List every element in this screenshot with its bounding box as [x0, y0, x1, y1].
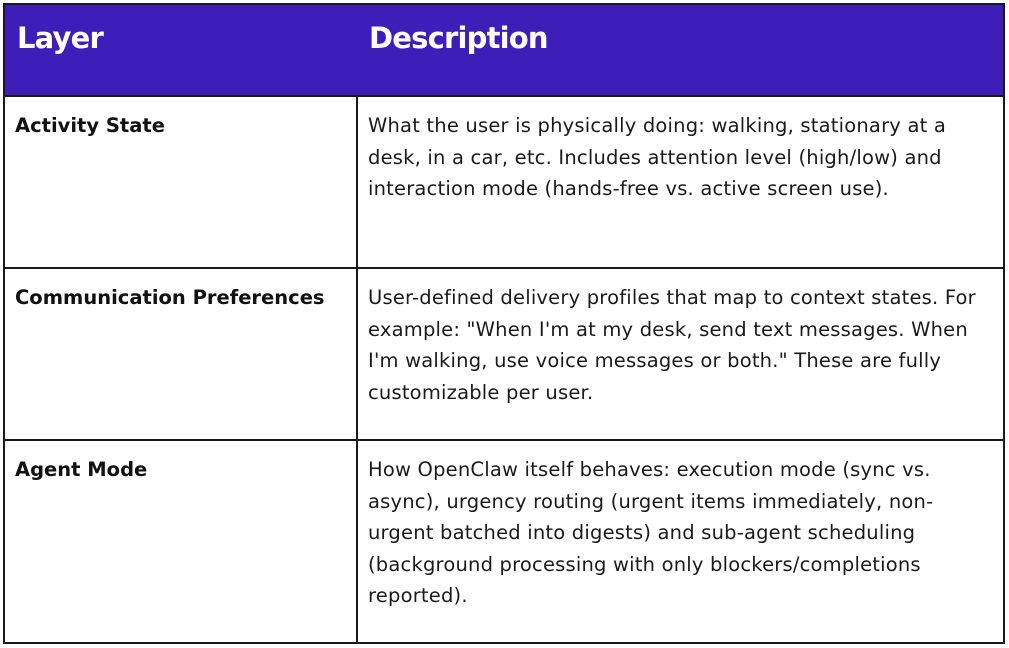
description-cell: What the user is physically doing: walking, stationary at a desk, in a car, etc. Includes attention level (high/low) and interaction mode (hands-free vs. active screen use). — [357, 96, 1004, 268]
header-description: Description — [369, 21, 548, 55]
table-row — [4, 268, 1004, 440]
layer-cell: Communication Preferences — [4, 268, 357, 440]
layer-cell: Agent Mode — [4, 440, 357, 643]
table-header-row — [4, 4, 1004, 96]
table-row — [4, 96, 1004, 268]
layer-cell: Activity State — [4, 96, 357, 268]
description-cell: User-defined delivery profiles that map to context states. For example: "When I'm at my desk, send text messages. When I'm walking, use voice messages or both." These are fully customizable per user. — [357, 268, 1004, 440]
layers-table — [3, 3, 1005, 644]
table-row — [4, 440, 1004, 643]
description-cell: How OpenClaw itself behaves: execution mode (sync vs. async), urgency routing (urgent items immediately, non-urgent batched into digests) and sub-agent scheduling (background processing with only blockers/completions reported). — [357, 440, 1004, 643]
header-layer: Layer — [17, 21, 104, 55]
